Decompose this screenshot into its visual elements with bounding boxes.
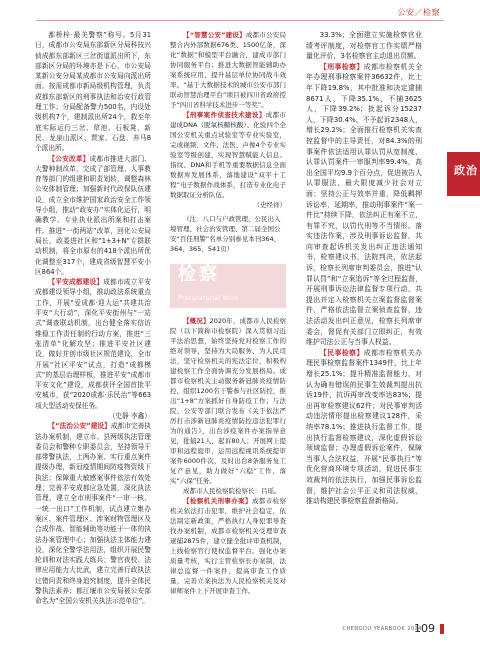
editor-note [170, 214, 286, 254]
source-credit [35, 411, 151, 421]
article-paragraph [306, 62, 422, 348]
source-credit [170, 200, 286, 210]
paragraph-keyword: 【“法治公安”建设】 [48, 422, 111, 431]
article-paragraph [170, 486, 286, 496]
paragraph-text: 成都市建成DNA（脱氧核糖核酸）、化验四个全国公安机关重点试验室等专业实验室，完成视频、文件、法医、声像4个专业实验室等级创建，实现智慧赋能人信息。指纹、DNA和手机等重要数据信息全面数据库发展体系，落地建设“双平十工程”电子数据作战体系，打造专业化电子数据取证分析队伍。 [170, 111, 286, 199]
paragraph-text: （史经祥） [253, 201, 286, 209]
paragraph-text: （史静 李鑫） [108, 411, 151, 420]
paragraph-text: 成都市检察机关办理民事检察监督案件1349件，比上年增长25.1%；提升精准监督能力，对认为确有错误的民事生效裁判提出抗诉19件，抗诉再审改变率达83%；提出再审检察建议62件；对民事审判活动违法情形提出检察建议128件，采纳率78.1%；推进执行监督工作，提出执行监督检察建议，深化虚假诉讼领域监督；办理虚假诉讼案件，保障当事人合法权益，开展“民事执行”等优化营商环境专项活动，促进民事生效裁判的依法执行，加强民事诉讼监督，维护社会公平正义和司法权威，推动构建民事检察监督新格局。 [306, 348, 422, 506]
paragraph-text: 成都市检察机关全年办理刑事检察案件36632件，比上年下降19.8%，其中批准和决定逮捕8671人，下降35.1%，不捕3625人，下降39.2%；批起诉分15237人，下降30.4%，不予起诉2348人，增长29.2%；全面推行检察机关实查控监督中的主导责任，对84.3%的刑事案件依法适用认罪认罚从宽制度，认罪认罚案件一审服判率99.4%，高出全国平均9.9个百分点，促进被告人认罪服法，最大限度减少社会对立面；坚持公正与效率并重，降低羁押诉讼率，延期率，推动刑事案件“案一件比”持续下降，依法纠正有案不立，有罪不究，以罚代刑等不当情形。落实违法作案，涉及刑事诉讼监督，共向审查起诉机关发出纠正违法通知书，检察建议书，法院判决，依法起诉，检察长列席审判委员会，推进“认罪认罚”和“立案追诉”等全过程监督，开展刑事诉讼法律监督专项行动，共提出并定入检察机关立案监督监督案件，严格依法监督立案侦查监督，违法活动发出纠正意见，检察长列席审委会，督促有关部门立即纠正，有效维护司法公正与当事人权益。 [306, 62, 422, 347]
paragraph-text: 2020年，成都市人民检察院（以下简称市检察院）深入贯彻习近平法治思想，始终坚持党对检察工作的绝对领导，坚持为大局服务、为人民司法，坚守检察机关的宪法定位，积极构建检察工作全面协调充分发展格局。成都市检察机关主动服务新冠肺炎疫情防控，组织1200名干警参与社区防控，推出“1+8”方案抓好自身防疫工作；与法院、公安等部门联合发布《关于依法严厉打击涉新冠肺炎疫情防控违法犯罪行为的通告》，出台涉疫案件办案指导意见，批捕21人，起诉80人；开展网上提审和远程庭审，运用远程视讯系统提审案件6000件次，及时出台8条服务复工复产意见，助力做好“六稳”工作、落实“六保”任务。 [170, 317, 286, 485]
paragraph-keyword: 【平安成都建设】 [48, 278, 104, 287]
paragraph-text: 成都市人民检察院检察长：吕瑶。 [183, 487, 281, 495]
article-paragraph [170, 30, 286, 110]
article-paragraph [35, 277, 151, 411]
article-paragraph [170, 316, 286, 486]
paragraph-text: 成都市推进大部门、大警种制改革，完成了部管理、人事教育等部门的组建和职责划转，调整森林公安体制管理；加强新时代政保队伍建设，成立全市维护国家政治安全工作领导小组，推动“政安办”实体化运行，明确教学、专业执业派出所案和打击案件。推进“一街两站”改革，回化公安局局长，政委进社区和“1+3+N”专群联动机制，将全市原有的418个派出所优化调整至317个，建成省级智慧平安小区864个。 [35, 154, 151, 276]
paragraph-keyword: 【刑事案件侦查技术建设】 [183, 111, 266, 119]
footer-yearbook: CHENGDU YEARBOOK 2024 [342, 626, 422, 632]
paragraph-keyword: 【概况】 [183, 317, 210, 325]
paragraph-text: 都桥梓·最美警察”称号。5月31日，成都市公安局东部新区分局科技兴侦成都东部新区三岔街道派出所下，东部新区分局的环境亦是下心，市公安局某新公安分局某成都市公安局向派出所面。按需成都市新局级机构管理，负责成都东部新区的刑事执法和治安行政管理工作；分局配备警力500名，内设处级机构7个，建制派出所24个，救至年底实际运行三岔、草池、石板凳、新民、龙泉山派区、贾家、石盘、养马8个派出所。 [35, 31, 151, 153]
paragraph-keyword: 【民事检察】 [319, 348, 364, 357]
article-paragraph [170, 110, 286, 200]
section-heading-box [170, 264, 286, 308]
article-paragraph [35, 421, 151, 606]
section-title-en: Procuratorial Work [178, 295, 239, 302]
paragraph-keyword: 【“智慧公安”建设】 [183, 31, 246, 39]
side-tab-label: 政治 [454, 164, 478, 177]
page-number: 109 [414, 622, 435, 635]
page-footer [0, 620, 480, 640]
footer-accent-bar [440, 624, 444, 634]
paragraph-text: 33.3%；全面建立实施检察官业绩考评制度，对检察官工作实绩严格量化评价，3名检察官主动退出员额。 [306, 31, 422, 61]
side-tab [447, 152, 480, 196]
article-paragraph [35, 30, 151, 154]
text-column-3 [306, 30, 422, 507]
article-paragraph [35, 154, 151, 278]
article-paragraph [170, 496, 286, 596]
paragraph-text: 成都市公安局整合内外部数据676类、1500亿条，深化“数据”和模型平台融合，建成市部门协同服务平台；推进大数据智能辅助办案系统应用，提升基层单位协同战斗效率。“基于大数据技术的城市公安市部门联动智慧治理平台”项目被四川省政府授予“四川省科学技术进步一等奖”。 [170, 31, 286, 109]
paragraph-text: （注：八口与户政管理、公民出入境管理、社会治安管理、第二届全国公安“百佳刑警”名单分别参见本刊364、364、365、541页） [170, 215, 281, 253]
paragraph-text: 成都市完善执法办案机制，建立市、县两级执法管理委员会和警种专职委员会，坚持领导干部带警执法，上两办案、实行重点案件提级办理，新冠疫情期间防疫物资线下执法；保障重大敏感案事件依法有效处理；完善平安成都应急处置，深化执法管理，建立全市刑事案件“一审一核、一统一出口”工作机制，试点建立集办案区、案件管理区、涉案财物管理区及合成作战、智能辅助等功能于一体的执法办案管理中心；加强执法主体能力建设，深化全警学法用法，组织开展民警轮训和对法实践大练兵；警官夜校、法律应用能力大比武，建立完善行政执法过错问责和终身追究制度，提升全体民警执法素养；都江堰市公安局被公安部命名为“全国公安机关执法示范单位”。 [35, 422, 151, 606]
header-rule [36, 20, 444, 21]
header-section-label: 公安／检察 [397, 8, 440, 17]
text-column-2 [170, 30, 286, 596]
article-paragraph [306, 348, 422, 507]
article-paragraph [306, 30, 422, 62]
text-column-1 [35, 30, 151, 607]
page-header [0, 0, 480, 24]
paragraph-keyword: 【刑事检察】 [319, 62, 364, 71]
paragraph-text: 成都市成立平安成都建设领导小组，推动政法系统重点工作，开展“爱成都·迎大运”共建共治平安“大行动”，深化平安街州与“一站式”调查联动机制，出台健全落实信访维稳工作责任制的行动方案，推进“三张清单”化解攻坚；推进平安社区建设，做好并创市级社区规范建设，全市开展“社区平安”试点，打造“成都模式”的基层治理样板，推进平安“成都市平安文化”建设，成都获评全国首批平安城市，获“2020成都·乐民治”等663项大型活动安保任务。 [35, 278, 151, 410]
section-title-cn: 检察 [178, 264, 220, 285]
paragraph-keyword: 【检察机关刑事办案】 [183, 497, 252, 505]
paragraph-text: 成都市检察机关依法打击犯罪，维护社会稳定，依法制定新政策，严格执行人身犯罪导查找办案机制，成都市检察机关受理审查逮捕2875件，建立健全批评审查机制，上线检察官行使权监督平台。强化办案质量考核，实行主管检察长办案制，法律总监督一件案件，提高审查工作质量，完善立案执法为人民检察机关及对律师案件上下开展审查工作。 [170, 497, 286, 595]
paragraph-keyword: 【公安改革】 [48, 154, 90, 163]
